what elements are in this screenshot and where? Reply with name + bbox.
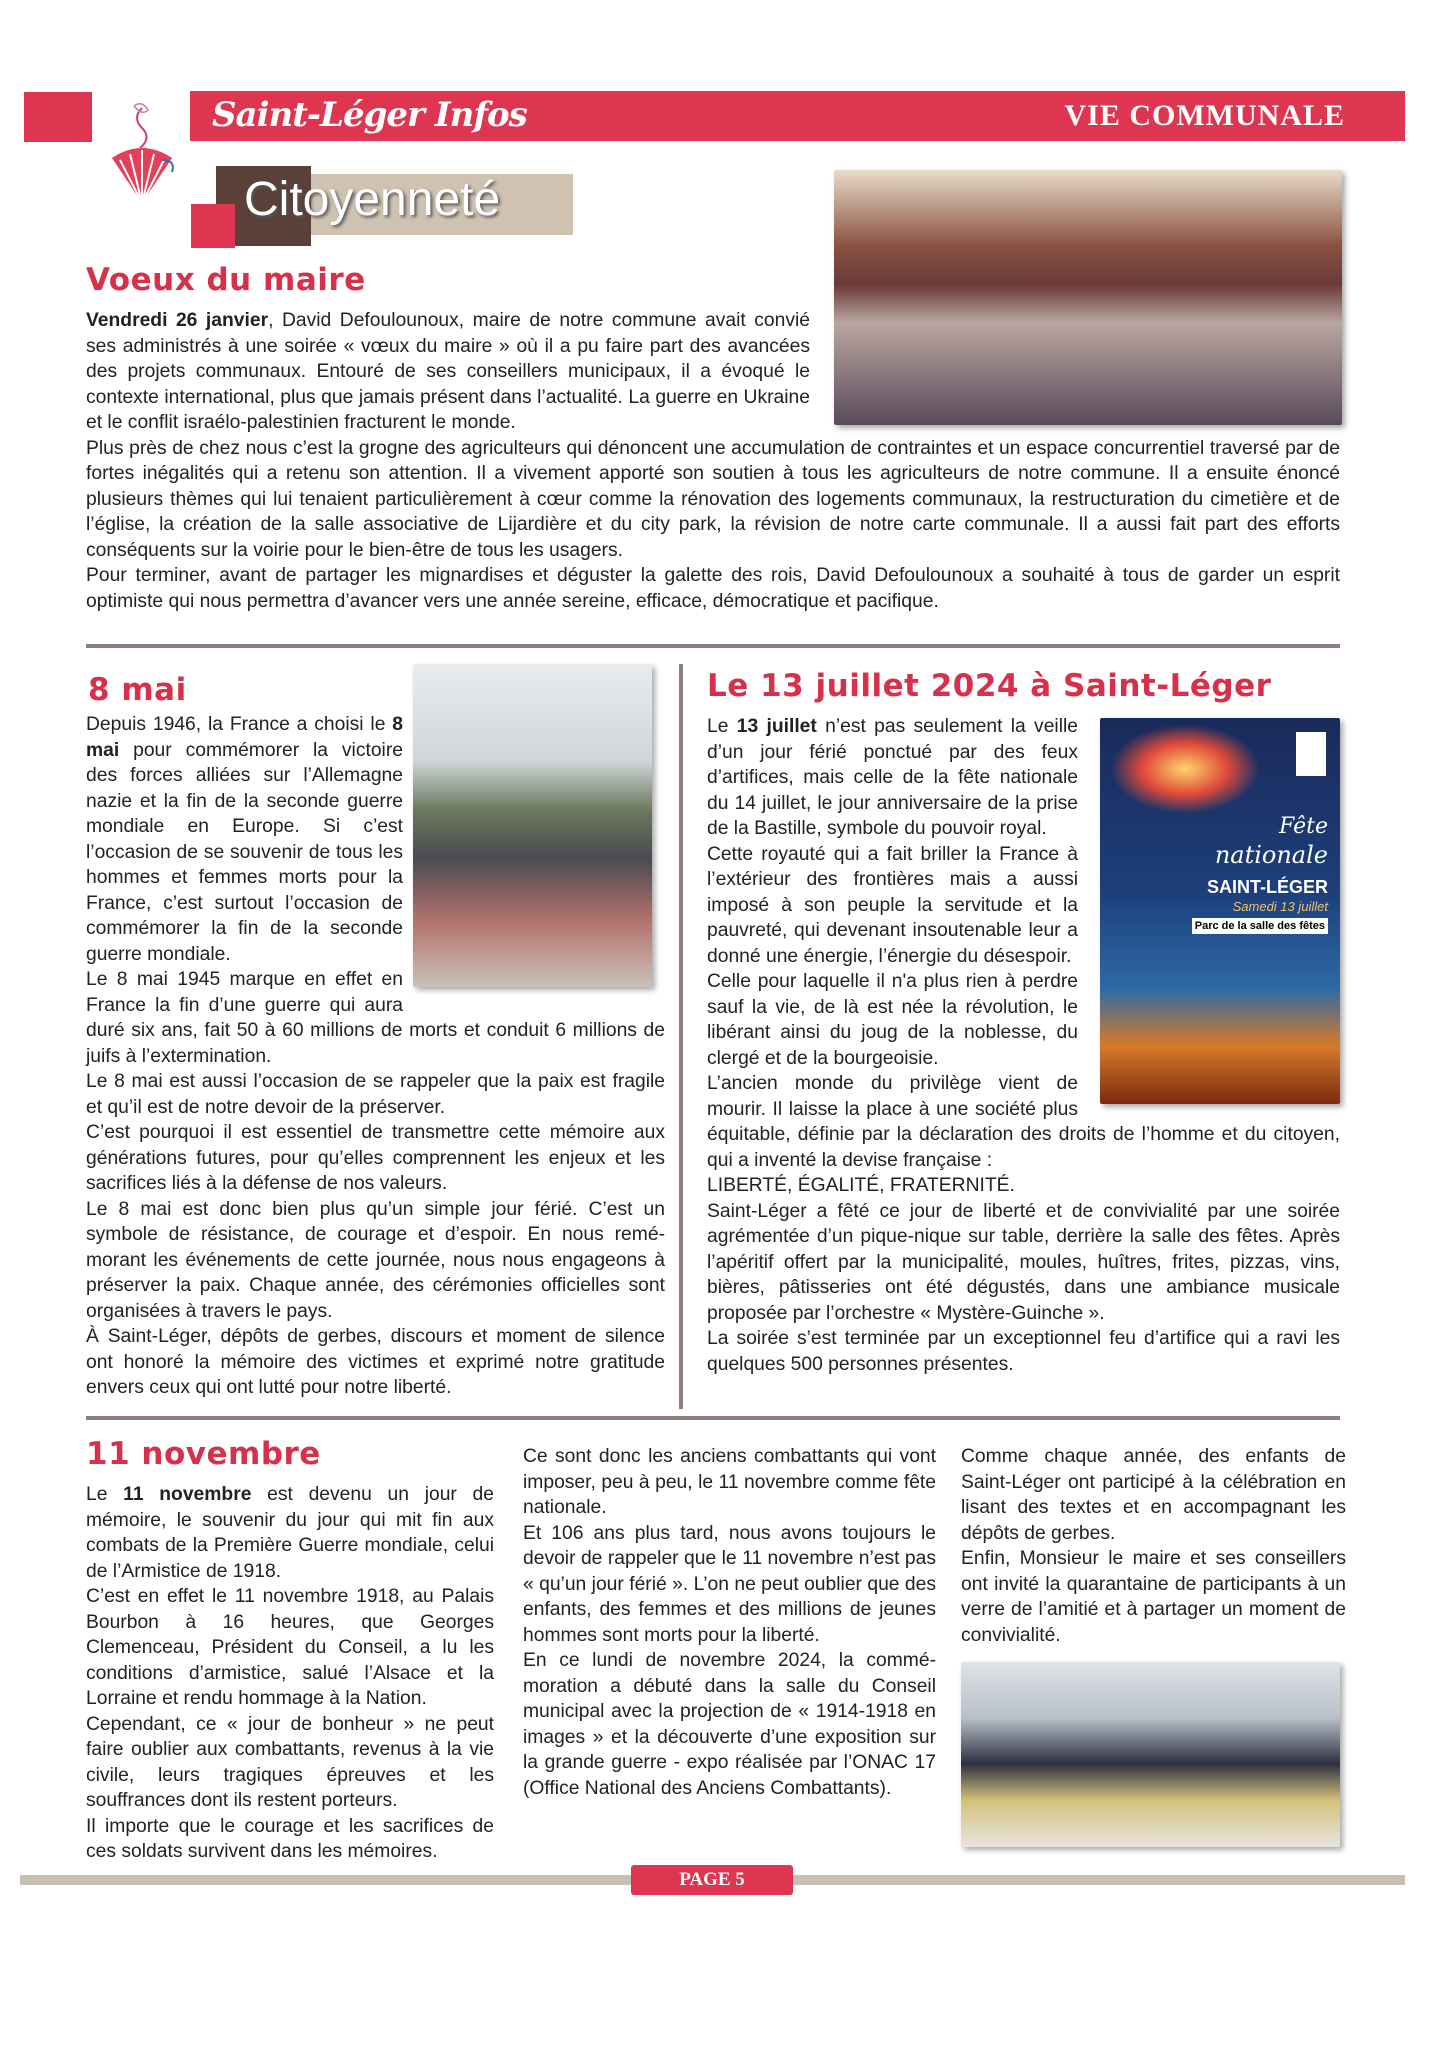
novembre-date: 11 novembre: [123, 1484, 252, 1505]
juillet-motto: LIBERTÉ, ÉGALITÉ, FRATERNITÉ.: [707, 1175, 1015, 1196]
page-number: PAGE 5: [679, 1869, 745, 1890]
voeux-date: Vendredi 26 janvier: [86, 310, 269, 331]
poster-town: SAINT-LÉGER: [1206, 877, 1328, 897]
header-left-block: [24, 92, 92, 142]
column-divider: [679, 664, 683, 1409]
mai-paragraph: Le 8 mai est donc bien plus qu’un simple jour férié. C’est un symbole de résistance, de courage et d’espoir. En nous remémorant les événements de cette journée, nous nous engageons à préserver la paix. Chaque année, des cérémonies officielles sont organisées à travers le pays.: [86, 1198, 665, 1322]
header-bar: [190, 91, 1405, 141]
novembre-intro-pre: Le: [86, 1484, 124, 1505]
magazine-title: Saint-Léger Infos: [212, 95, 527, 135]
mai-photo-spacer: [403, 712, 665, 994]
mai-paragraph: Le 8 mai 1945 marque en effet en France la fin d’une guerre qui aura duré six ans, fait 50 à 60 millions de morts et conduit 6 millions de juifs à l’extermination.: [86, 969, 665, 1067]
poster-title-nationale: nationale: [1214, 841, 1328, 869]
novembre-paragraph: Cependant, ce « jour de bonheur » ne peut faire oublier aux combattants, revenus à la vie civile, leurs tragiques épreuves et les souffrances dont ils restent porteurs.: [86, 1713, 494, 1811]
novembre-paragraph: Enfin, Monsieur le maire et ses conseillers ont invité la quarantaine de participants à un verre de l’amitié et à partager un moment de convivialité.: [961, 1548, 1346, 1646]
mai-date: 8 mai: [86, 714, 403, 761]
juillet-paragraph: Cette royauté qui a fait briller la France à l’extérieur des frontières mais a aussi imposé à son peuple la servitude et la pauvreté, qui devenant insoutenable leur a donné une énergie, l’énergie du désespoir.: [707, 843, 1078, 967]
juillet-paragraph: Celle pour laquelle il n'a plus rien à perdre sauf la vie, de là est née la révolution, le libérant ainsi du joug de la noblesse, du clergé et de la bourgeoisie.: [707, 971, 1078, 1069]
juillet-paragraph: Saint-Léger a fêté ce jour de liberté et de convivialité par une soirée agrémentée d’un pique-nique sur table, derrière la salle des fêtes. Après l’apéritif offert par la municipalité, moules, huîtres, frites, pizzas, vins, bières, pâtisseries ont été dégustés, dans une ambiance musicale proposée par l’orchestre « Mystère-Guinche ».: [707, 1200, 1340, 1324]
novembre-col2: [523, 1444, 936, 1801]
section-title: VIE COMMUNALE: [1064, 99, 1345, 132]
mai-paragraph: Le 8 mai est aussi l’occasion de se rappeler que la paix est fragile et qu’il est de notre devoir de la préserver.: [86, 1071, 665, 1118]
juillet-date: 13 juillet: [736, 716, 817, 737]
voeux-heading: Voeux du maire: [86, 262, 366, 298]
mai-text: [86, 712, 665, 1401]
mai-paragraph: À Saint-Léger, dépôts de gerbes, discours et moment de silence ont honoré la mémoire des victimes et exprimé notre gratitude envers ceux qui ont lutté pour notre liberté.: [86, 1326, 665, 1398]
novembre-col1: [86, 1482, 494, 1865]
novembre-paragraph: C’est en effet le 11 novembre 1918, au Palais Bourbon à 16 heures, que Georges Clemenceau, Président du Conseil, a lu les conditions d’armistice, salué l’Alsace et la Lorraine et rendu hommage à la Nation.: [86, 1586, 494, 1709]
mai-intro-pre: Depuis 1946, la France a choisi le: [86, 714, 393, 735]
novembre-intro: [86, 1482, 494, 1584]
novembre-paragraph: Et 106 ans plus tard, nous avons toujours le devoir de rappeler que le 11 novembre n’est pas « qu’un jour férié ». L’on ne peut oublier que des enfants, des femmes et des millions de jeunes hommes sont morts pour la liberté.: [523, 1522, 936, 1646]
voeux-photo-spacer: [810, 308, 1340, 432]
poster-place: Parc de la salle des fêtes: [1192, 918, 1328, 934]
juillet-intro-pre: Le: [707, 716, 737, 737]
poster-date: Samedi 13 juillet: [1232, 899, 1328, 914]
photo-novembre-ceremony: [961, 1662, 1340, 1847]
voeux-paragraph: Plus près de chez nous c’est la grogne des agriculteurs qui dénoncent une accumulation de contraintes et un espace concurrentiel traversé par de fortes inégalités qui a retenu son attention. Il a vivement apporté son soutien à tous les agriculteurs de notre commune. Il a ensuite énoncé plusieurs thèmes qui lui tenaient particulièrement à cœur comme la rénovation des logements communaux, la restructuration du cimetière et de l’église, la création de la salle associative de Lijardière et du city park, la révision de notre carte communale. Il a aussi fait part des efforts conséquents sur la voirie pour le bien-être de tous les usagers.: [86, 437, 1340, 561]
juillet-paragraph: La soirée s’est terminée par un exceptionnel feu d’artifice qui a ravi les quelques 500 personnes présentes.: [707, 1328, 1340, 1375]
juillet-paragraph: L’ancien monde du privilège vient de mourir. Il laisse la place à une société plus équitable, définie par la déclaration des droits de l’homme et du citoyen, qui a inventé la devise française :: [707, 1073, 1340, 1171]
mai-paragraph: C’est pourquoi il est essentiel de transmettre cette mémoire aux générations futures, pour qu’elles comprennent les enjeux et les sacrifices liés à la défense de nos valeurs.: [86, 1122, 665, 1194]
fete-nationale-poster: [1100, 718, 1340, 1104]
voeux-paragraph: Pour terminer, avant de partager les mignardises et déguster la galette des rois, David Defoulounoux a souhaité à tous de garder un esprit optimiste qui nous permettra d’avancer vers une année sereine, efficace, démocratique et pacifique.: [86, 565, 1340, 612]
poster-logo: [1296, 732, 1326, 776]
novembre-paragraph: Ce sont donc les anciens combattants qui vont imposer, peu à peu, le 11 novembre comme fête nationale.: [523, 1446, 936, 1518]
juillet-intro-text: n’est pas seulement la veille d’un jour férié ponctué par des feux d’artifices, mais celle de la fête nationale du 14 juillet, le jour anniversaire de la prise de la Bastille, symbole du pouvoir royal.: [707, 716, 1078, 839]
novembre-intro-text: est devenu un jour de mémoire, le souvenir du jour qui mit fin aux combats de la Première Guerre mondiale, celui de l’Armistice de 1918.: [86, 1484, 495, 1582]
fireworks-graphic: [1110, 724, 1260, 814]
rubric-title: Citoyenneté: [244, 173, 501, 226]
rubric-red-square: [191, 204, 235, 248]
page-number-badge: [631, 1865, 793, 1895]
scallop-shell-icon: [102, 98, 184, 218]
novembre-col3: [961, 1444, 1346, 1847]
poster-text-block: [1100, 814, 1340, 934]
novembre-paragraph: En ce lundi de novembre 2024, la commémoration a débuté dans la salle du Conseil municipal avec la projection de « 1914-1918 en images » et la découverte d’une exposition sur la grande guerre - expo réalisée par l’ONAC 17 (Office National des Anciens Combattants).: [523, 1650, 936, 1799]
logo: [102, 98, 184, 218]
juillet-heading: Le 13 juillet 2024 à Saint-Léger: [707, 668, 1272, 704]
novembre-paragraph: Il importe que le courage et les sacrifices de ces soldats survivent dans les mémoires.: [86, 1815, 494, 1862]
novembre-heading: 11 novembre: [86, 1436, 321, 1472]
poster-title-fete: Fête: [1279, 814, 1328, 839]
mai-intro-text: pour commémorer la victoire des forces alliées sur l’Allemagne nazie et la fin de la seconde guerre mondiale en Europe. Si c’est l’occasion de se souvenir de tous les hommes et femmes morts pour la France, c’est surtout l’occasion de commémorer la fin de la seconde guerre mondiale.: [86, 739, 403, 965]
mai-heading: 8 mai: [88, 672, 187, 708]
voeux-text: [86, 308, 1340, 614]
divider: [86, 1416, 1340, 1420]
voeux-intro-text: , David Defoulounoux, maire de notre commune avait convié ses administrés à une soirée « vœux du maire » où il a pu faire part des avancées des projets communaux. Entouré de ses conseillers municipaux, il a évoqué le contexte international, plus que jamais présent dans l’actualité. La guerre en Ukraine et le conflit israélo-palestinien fracturent le monde.: [86, 310, 810, 433]
juillet-body: [707, 714, 1340, 1377]
novembre-paragraph: Comme chaque année, des enfants de Saint-Léger ont participé à la célébration en lisant des textes et en accompagnant les dépôts de gerbes.: [961, 1446, 1346, 1544]
divider: [86, 644, 1340, 648]
